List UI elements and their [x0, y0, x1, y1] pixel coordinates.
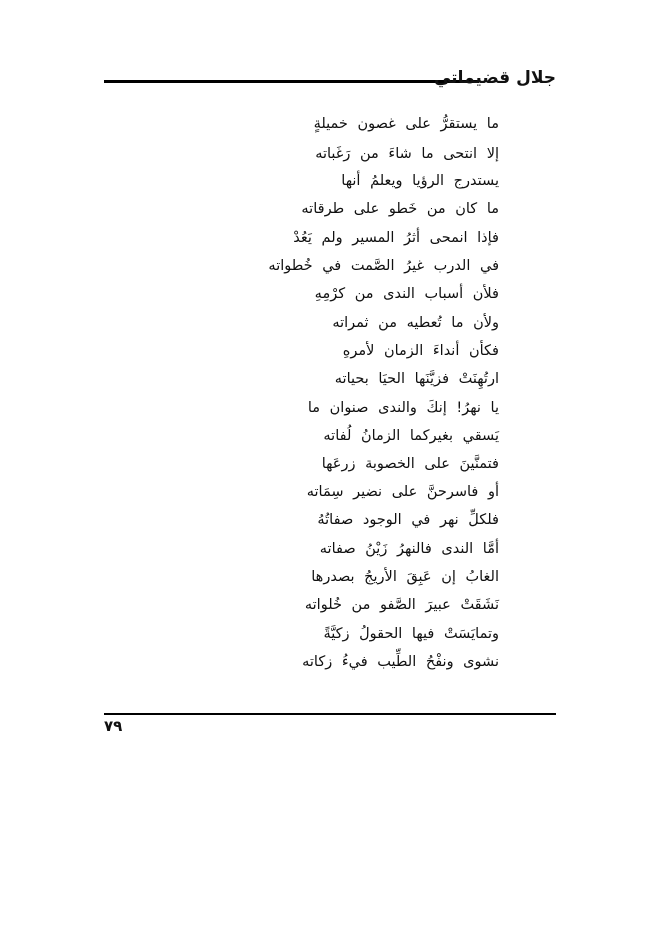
- verse-line-6: في الدرب غيرُ الصَّمت في خُطواته: [268, 258, 499, 274]
- verse-line-2: إلا انتحى ما شاءَ من رَغَباته: [315, 146, 499, 162]
- verse-line-8: ولأن ما تُعطيه من ثمراته: [332, 315, 499, 331]
- verse-line-19: وتمايَسَتْ فيها الحقولُ زكيَّةً: [323, 626, 499, 642]
- author-name: جلال قضيماتي: [433, 68, 556, 88]
- verse-line-7: فلأن أسباب الندى من كرْمِهِ: [314, 286, 499, 302]
- verse-line-20: نشوى ونفْحُ الطِّيب فيءُ زكاته: [302, 654, 499, 670]
- verse-line-10: ارتُهِنَتْ فزيَّنَها الحيَا بحياته: [334, 371, 499, 387]
- verse-line-14: أو فاسرحنَّ على نضير سِمَاته: [306, 484, 499, 500]
- verse-line-16: أمَّا الندى فالنهرُ زَيْنُ صفاته: [319, 541, 499, 557]
- verse-line-5: فإذا انمحى أثرُ المسير ولم يَعُدْ: [293, 230, 499, 246]
- verse-line-15: فلكلِّ نهر في الوجود صفاتُهُ: [317, 512, 499, 528]
- page-number: ٧٩: [104, 717, 123, 735]
- verse-line-12: يَسقي بغيركما الزمانُ لُفاته: [323, 428, 499, 444]
- verse-line-11: يا نهرُ! إنكَ والندى صنوان ما: [307, 400, 499, 416]
- verse-line-4: ما كان من خَطو على طرقاته: [301, 201, 499, 217]
- verse-line-3: يستدرج الرؤيا ويعلمُ أنها: [341, 173, 499, 189]
- verse-line-9: فكأن أنداءَ الزمان لأمرهِ: [342, 343, 499, 359]
- footer-rule: [104, 713, 556, 715]
- verse-line-18: نَشَقَتْ عبيرَ الصَّفو من خُلواته: [304, 597, 499, 613]
- verse-line-17: الغابُ إن عَبِقَ الأريجُ بصدرها: [311, 569, 499, 585]
- verse-line-13: فتمنَّينَ على الخصوبة زرعَها: [321, 456, 499, 472]
- verse-line-1: ما يستقرُّ على غصون خميلةٍ: [313, 116, 499, 132]
